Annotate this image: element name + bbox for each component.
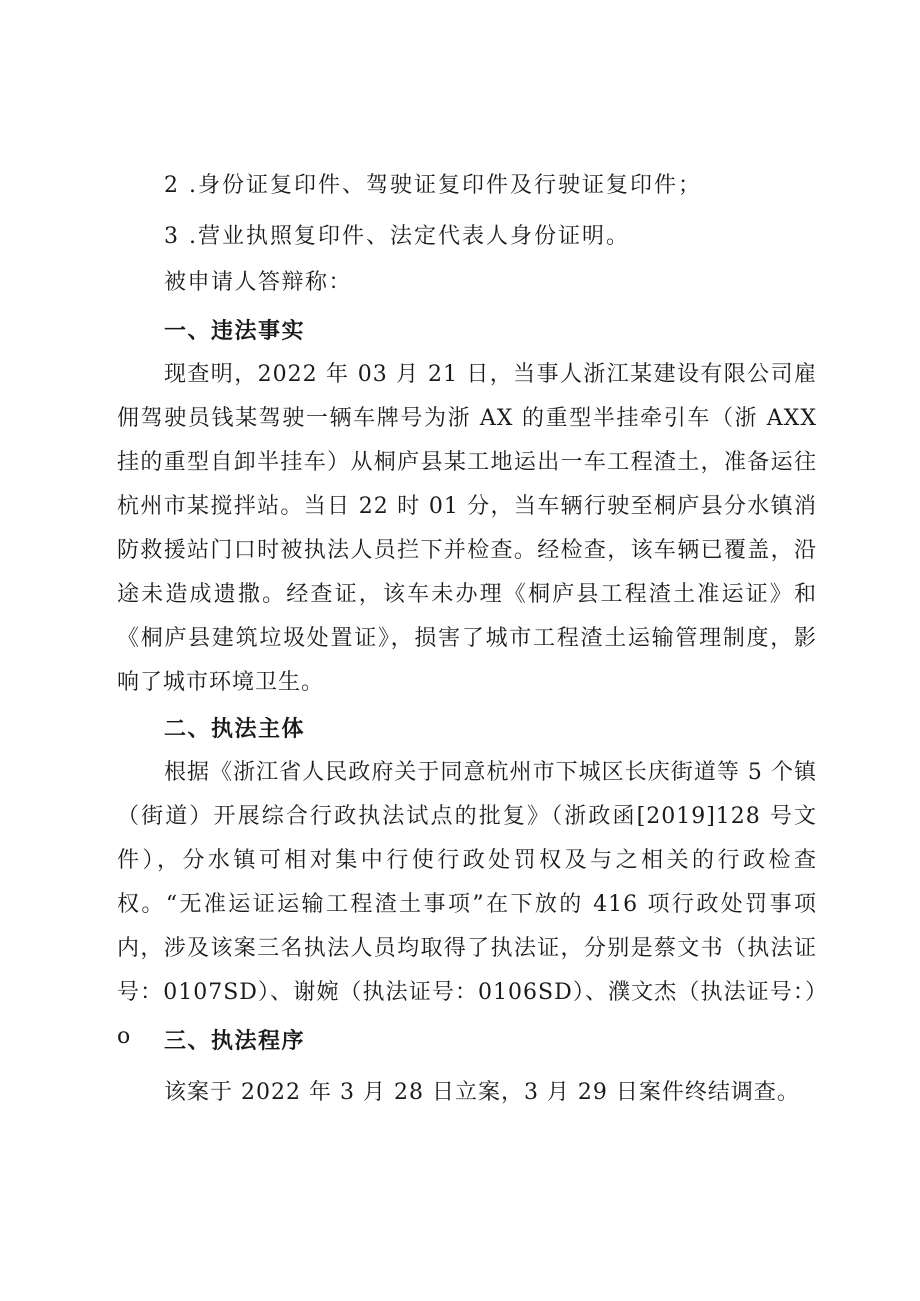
- section-heading-authority: 二、执法主体: [164, 717, 306, 742]
- section-body-procedure: 该案于 2022 年 3 月 28 日立案，3 月 29 日案件终结调查。: [164, 1080, 800, 1105]
- section-body-facts: 现查明，2022 年 03 月 21 日，当事人浙江某建设有限公司雇佣驾驶员钱某驾驶一辆车牌号为浙 AX 的重型半挂牵引车（浙 AXX 挂的重型自卸半挂车）从桐庐县某工地运出一车工程渣土，准备运往杭州市某搅拌站。当日 22 时 01 分，当车辆行驶至桐庐县分水镇消防救援站门口时被执法人员拦下并检查。经检查，该车辆已覆盖，沿途未造成遗撒。经查证，该车未办理《桐庐县工程渣土准运证》和《桐庐县建筑垃圾处置证》，损害了城市工程渣土运输管理制度，影响了城市环境卫生。: [117, 362, 817, 695]
- respondent-intro: 被申请人答辩称：: [164, 270, 353, 295]
- section-body-authority: 根据《浙江省人民政府关于同意杭州市下城区长庆街道等 5 个镇（街道）开展综合行政执法试点的批复》（浙政函[2019]128 号文件），分水镇可相对集中行使行政处罚权及与之相关的行政检查权。“无准运证运输工程渣土事项”在下放的 416 项行政处罚事项内，涉及该案三名执法人员均取得了执法证，分别是蔡文书（执法证号：0107SD）、谢婉（执法证号：0106SD）、濮文杰（执法证号：）o: [117, 760, 817, 1049]
- list-item-3: 3 .营业执照复印件、法定代表人身份证明。: [164, 224, 630, 249]
- section-heading-facts: 一、违法事实: [164, 319, 306, 344]
- section-heading-procedure: 三、执法程序: [164, 1029, 306, 1054]
- list-item-2: 2 .身份证复印件、驾驶证复印件及行驶证复印件；: [164, 173, 702, 198]
